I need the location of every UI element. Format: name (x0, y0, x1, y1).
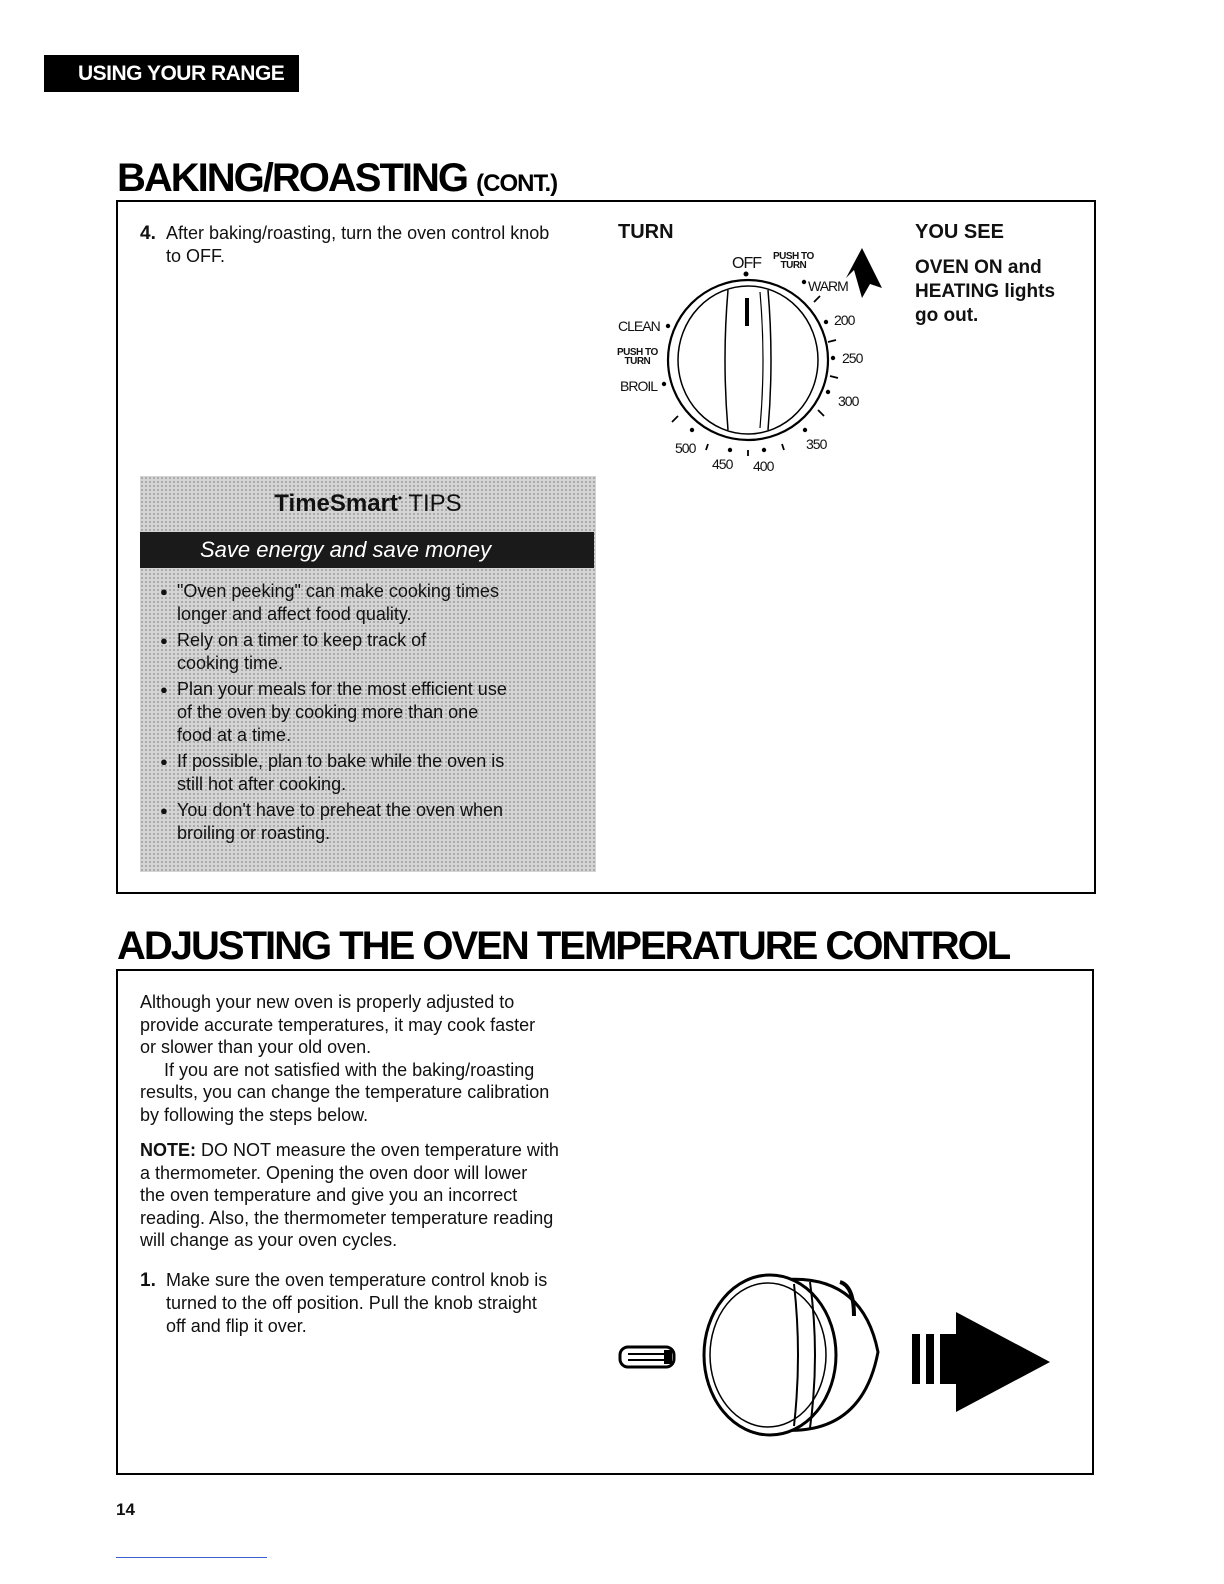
turn-arrow-icon (846, 248, 882, 298)
section-tab: USING YOUR RANGE (44, 55, 299, 92)
step-text-line: to OFF. (166, 246, 226, 266)
footer-link-line (116, 1557, 267, 1558)
tips-list-item: ● You don't have to preheat the oven when broiling or roasting. (160, 799, 580, 845)
dial-label-450: 450 (712, 456, 733, 472)
turn-heading: TURN (618, 221, 674, 243)
step-text (166, 222, 549, 268)
intro-paragraph: Although your new oven is properly adjusted to provide accurate temperatures, it may cook faster or slower than your old oven. If you are not satisfied with the baking/roasting results, you can change the temperature calibration by following the steps below. (140, 992, 550, 1125)
page-number: 14 (116, 1500, 135, 1519)
dial-label-clean: CLEAN (618, 318, 660, 334)
tips-brand-mark: • (397, 491, 403, 505)
pull-arrow-icon (912, 1312, 1050, 1412)
tips-title (140, 490, 596, 518)
dial-label-broil: BROIL (620, 378, 658, 394)
dial-label-push-to-turn-top: PUSH TO TURN (773, 251, 814, 271)
step-4 (140, 222, 610, 272)
dial-label-350: 350 (806, 436, 827, 452)
step-1 (140, 1269, 610, 1339)
knob-shaft-icon (620, 1347, 674, 1367)
step-text: Make sure the oven temperature control knob is turned to the off position. Pull the knob straight off and flip it over. (166, 1270, 548, 1336)
dial-label-warm: WARM (808, 278, 848, 294)
tips-brand: TimeSmart (274, 490, 398, 517)
dial-label-400: 400 (753, 458, 774, 474)
tips-list-item: ● If possible, plan to bake while the oven is still hot after cooking. (160, 750, 580, 796)
dial-label-push-to-turn-left: PUSH TO TURN (617, 347, 658, 367)
dial-label-200: 200 (834, 312, 855, 328)
note-paragraph: NOTE: DO NOT measure the oven temperature with a thermometer. Opening the oven door will lower the oven temperature and give you an incorrect reading. Also, the thermometer temperature reading will change as your oven cycles. (140, 1140, 559, 1250)
tips-list-item: ● "Oven peeking" can make cooking times longer and affect food quality. (160, 580, 580, 626)
you-see-heading: YOU SEE (915, 221, 1004, 243)
tips-banner: Save energy and save money (140, 532, 594, 568)
knob-pointer (745, 298, 749, 326)
section-title-text: BAKING/ROASTING (117, 156, 467, 200)
step-number: 1. (140, 1270, 156, 1291)
section-title-suffix: (CONT.) (476, 170, 558, 197)
step-number: 4. (140, 223, 156, 244)
timesmart-tips-panel (140, 476, 596, 872)
dial-label-off: OFF (732, 255, 761, 272)
section-title-baking (117, 158, 557, 198)
tips-list-item: ● Rely on a timer to keep track of cooking time. (160, 629, 580, 675)
knob-icon (704, 1275, 878, 1435)
step-text-line: After baking/roasting, turn the oven control knob (166, 223, 550, 243)
dial-label-300: 300 (838, 393, 859, 409)
tips-word: TIPS (408, 490, 462, 517)
dial-label-500: 500 (675, 440, 696, 456)
dial-label-250: 250 (842, 350, 863, 366)
note-label: NOTE: (140, 1140, 196, 1160)
knob-removal-diagram (610, 1262, 1060, 1452)
section-title-adjust: ADJUSTING THE OVEN TEMPERATURE CONTROL (117, 924, 1010, 968)
tips-list (160, 580, 580, 848)
you-see-text: OVEN ON and HEATING lights go out. (915, 257, 1056, 326)
tips-list-item: ● Plan your meals for the most efficient use of the oven by cooking more than one food at a time. (160, 678, 580, 747)
